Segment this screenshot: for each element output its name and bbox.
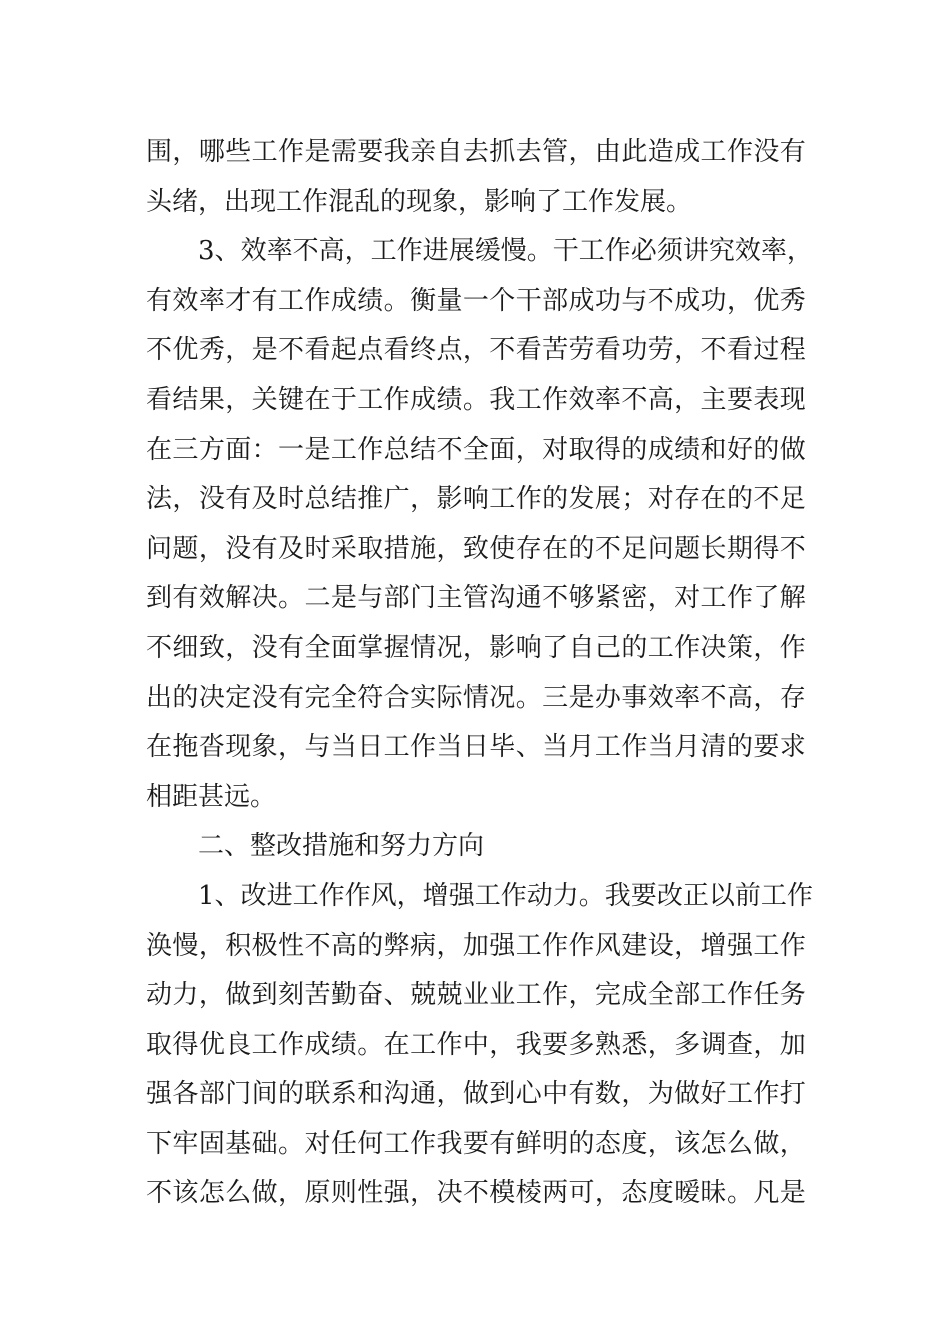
text-line: 不 该 怎 么 做 ， 原 则 性 强 ， 决 不 模 棱 两 可 ， 态 度 暧 昧 。 凡 是: [146, 1178, 806, 1209]
text-line: 在 三 方 面 ： 一 是 工 作 总 结 不 全 面 ， 对 取 得 的 成 绩 和 好 的 做: [146, 434, 806, 465]
text-line: 下 牢 固 基 础 。 对 任 何 工 作 我 要 有 鲜 明 的 态 度 ， 该 怎 么 做 ，: [146, 1128, 806, 1159]
text-line: 出 的 决 定 没 有 完 全 符 合 实 际 情 况 。 三 是 办 事 效 率 不 高 ， 存: [146, 682, 806, 713]
text-line: 不 优 秀 ， 是 不 看 起 点 看 终 点 ， 不 看 苦 劳 看 功 劳 ， 不 看 过 程: [146, 335, 806, 366]
text-line: 相距甚远。: [146, 781, 277, 812]
text-line: 围 ， 哪 些 工 作 是 需 要 我 亲 自 去 抓 去 管 ， 由 此 造 成 工 作 没 有: [146, 137, 806, 167]
text-line: 不 细 致 ， 没 有 全 面 掌 握 情 况 ， 影 响 了 自 己 的 工 作 决 策 ， 作: [146, 632, 806, 663]
text-line: 动 力 ， 做 到 刻 苦 勤 奋 、 兢 兢 业 业 工 作 ， 完 成 全 部 工 作 任 务: [146, 980, 806, 1011]
text-line: 强 各 部 门 间 的 联 系 和 沟 通 ， 做 到 心 中 有 数 ， 为 做 好 工 作 打: [146, 1079, 806, 1110]
text-line: 看 结 果 ， 关 键 在 于 工 作 成 绩 。 我 工 作 效 率 不 高 ， 主 要 表 现: [146, 384, 806, 415]
text-line: 1 、 改 进 工 作 作 风 ， 增 强 工 作 动 力 。 我 要 改 正 以 前 工 作: [198, 880, 813, 911]
text-line: 在 拖 沓 现 象 ， 与 当 日 工 作 当 日 毕 、 当 月 工 作 当 月 清 的 要 求: [146, 732, 806, 763]
text-line: 问 题 ， 没 有 及 时 采 取 措 施 ， 致 使 存 在 的 不 足 问 题 长 期 得 不: [146, 533, 806, 564]
document-page: [146, 128, 813, 1219]
text-line: 涣 慢 ， 积 极 性 不 高 的 弊 病 ， 加 强 工 作 作 风 建 设 ， 增 强 工 作: [146, 930, 806, 961]
text-line: 取 得 优 良 工 作 成 绩 。 在 工 作 中 ， 我 要 多 熟 悉 ， 多 调 查 ， 加: [146, 1029, 806, 1060]
text-line: 3 、 效 率 不 高 ， 工 作 进 展 缓 慢 。 干 工 作 必 须 讲 究 效 率 ，: [198, 236, 813, 267]
text-line: 到 有 效 解 决 。 二 是 与 部 门 主 管 沟 通 不 够 紧 密 ， 对 工 作 了 解: [146, 583, 806, 614]
text-line: 有 效 率 才 有 工 作 成 绩 。 衡 量 一 个 干 部 成 功 与 不 成 功 ， 优 秀: [146, 285, 806, 316]
text-line: 头绪，出现工作混乱的现象，影响了工作发展。: [146, 186, 693, 217]
section-heading: 二、整改措施和努力方向: [198, 831, 485, 862]
text-line: 法 ， 没 有 及 时 总 结 推 广 ， 影 响 工 作 的 发 展 ； 对 存 在 的 不 足: [146, 484, 806, 515]
